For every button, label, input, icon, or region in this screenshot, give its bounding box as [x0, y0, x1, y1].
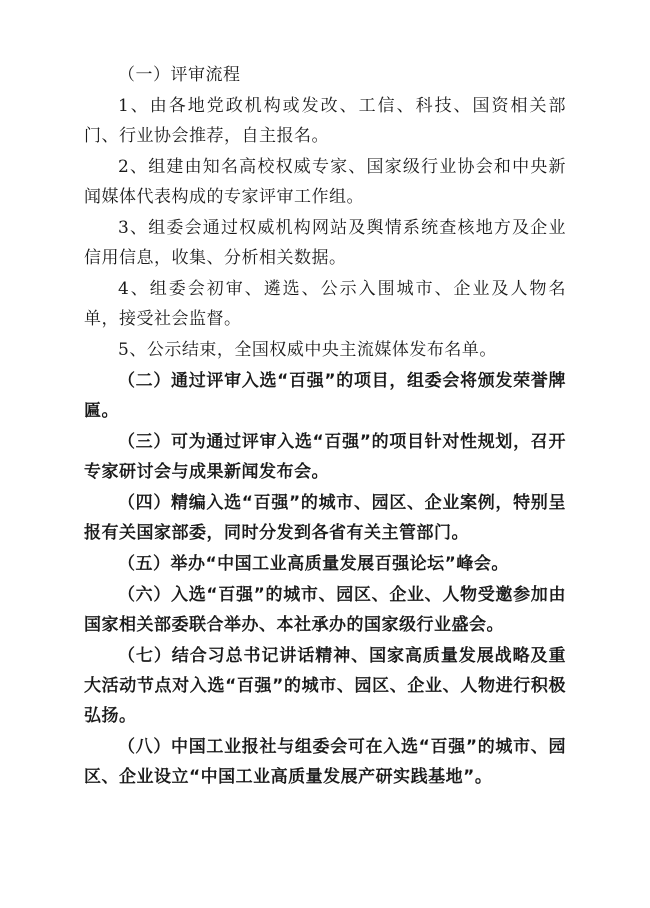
benefit-item-2: （二）通过评审入选“百强”的项目，组委会将颁发荣誉牌匾。: [84, 371, 566, 421]
review-step-1: 1、由各地党政机构或发改、工信、科技、国资相关部门、行业协会推荐，自主报名。: [84, 96, 566, 146]
section-title: （一）评审流程: [118, 65, 241, 85]
benefit-item-4: （四）精编入选“百强”的城市、园区、企业案例，特别呈报有关国家部委，同时分发到各省有关主管部门。: [84, 493, 566, 543]
benefit-item-7: （七）结合习总书记讲话精神、国家高质量发展战略及重大活动节点对入选“百强”的城市、园区、企业、人物进行积极弘扬。: [84, 646, 566, 726]
review-step-3: 3、组委会通过权威机构网站及舆情系统查核地方及企业信用信息，收集、分析相关数据。: [84, 218, 566, 268]
review-step-5: 5、公示结束，全国权威中央主流媒体发布名单。: [118, 340, 497, 360]
benefit-item-3: （三）可为通过评审入选“百强”的项目针对性规划，召开专家研讨会与成果新闻发布会。: [84, 432, 566, 482]
benefit-item-5: （五）举办“中国工业高质量发展百强论坛”峰会。: [118, 554, 509, 574]
review-step-4: 4、组委会初审、遴选、公示入围城市、企业及人物名单，接受社会监督。: [84, 279, 566, 329]
review-step-2: 2、组建由知名高校权威专家、国家级行业协会和中央新闻媒体代表构成的专家评审工作组。: [84, 157, 566, 207]
benefit-item-6: （六）入选“百强”的城市、园区、企业、人物受邀参加由国家相关部委联合举办、本社承办的国家级行业盛会。: [84, 585, 566, 635]
benefit-item-8: （八）中国工业报社与组委会可在入选“百强”的城市、园区、企业设立“中国工业高质量发展产研实践基地”。: [84, 737, 566, 787]
